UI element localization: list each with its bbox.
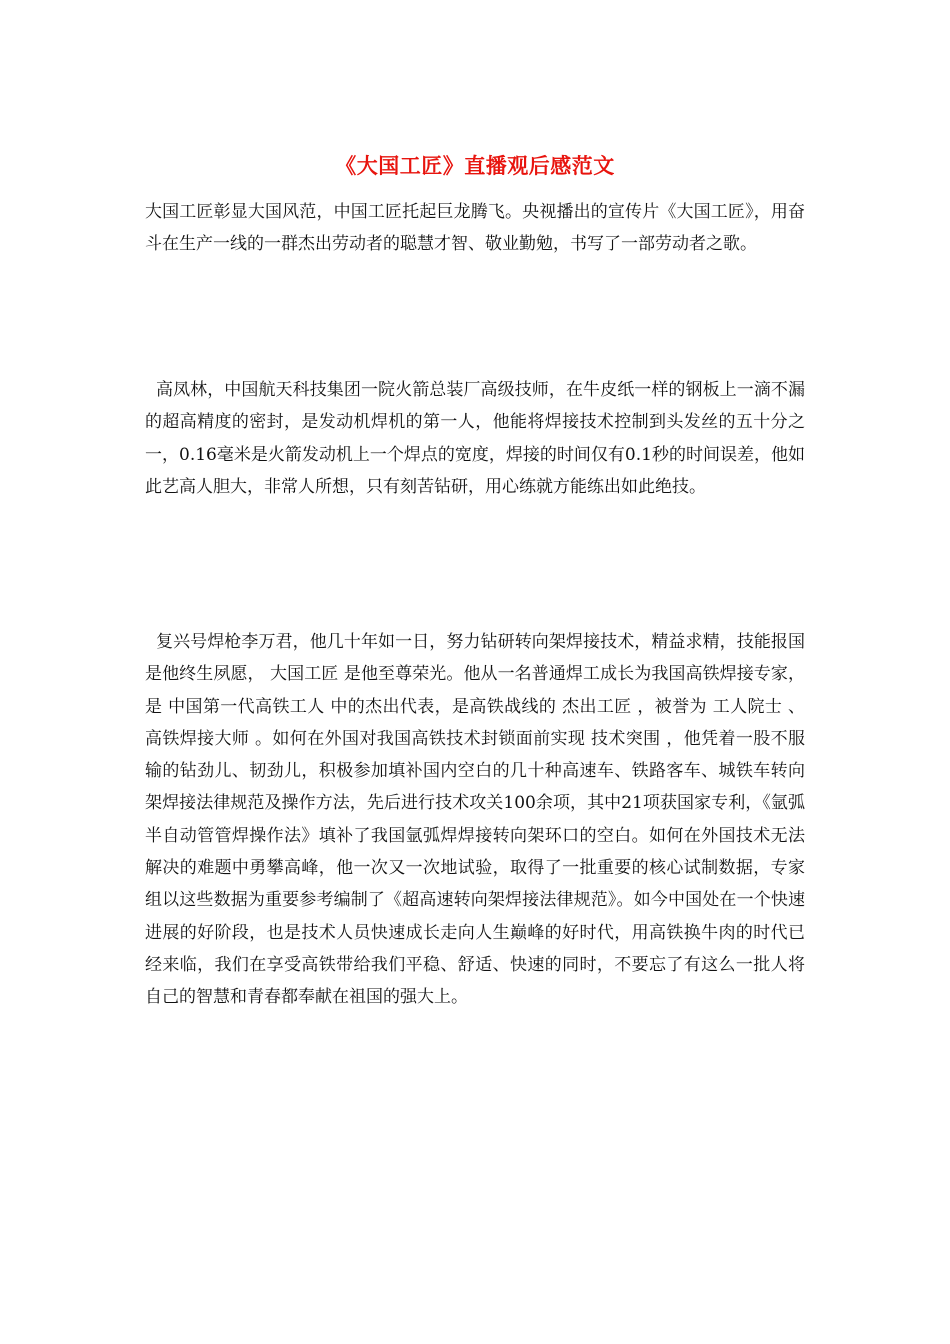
page-title: 《大国工匠》直播观后感范文 xyxy=(335,153,615,178)
paragraph-gao-fenglin: 高凤林，中国航天科技集团一院火箭总装厂高级技师，在牛皮纸一样的钢板上一滴不漏的超高精度的密封，是发动机焊机的第一人，他能将焊接技术控制到头发丝的五十分之一，0.16毫米是火箭发动机上一个焊点的宽度，焊接的时间仅有0.1秒的时间误差，他如此艺高人胆大，非常人所想，只有刻苦钻研，用心练就方能练出如此绝技。 xyxy=(145,380,806,497)
paragraph-intro: 大国工匠彰显大国风范，中国工匠托起巨龙腾飞。央视播出的宣传片《大国工匠》，用奋斗在生产一线的一群杰出劳动者的聪慧才智、敬业勤勉，书写了一部劳动者之歌。 xyxy=(145,202,805,255)
paragraph-li-wanjun: 复兴号焊枪李万君，他几十年如一日，努力钻研转向架焊接技术，精益求精，技能报国 是他终生夙愿， 大国工匠 是他至尊荣光。他从一名普通焊工成长为我国高铁焊接专家，是 中国第一代高铁工人 中的杰出代表，是高铁战线的 杰出工匠 ，被誉为 工人院士 、 高铁焊接大师 。如何在外国对我国高铁技术封锁面前实现 技术突围 ，他凭着一股不服输的钻劲儿、韧劲儿，积极参加填补国内空白的几十种高速车、铁路客车、城铁车转向架焊接法律规范及操作方法，先后进行技术攻关100余项，其中21项获国家专利，《氩弧半自动管管焊操作法》填补了我国氩弧焊焊接转向架环口的空白。如何在外国技术无法解决的难题中勇攀高峰，他一次又一次地试验，取得了一批重要的核心试制数据，专家组以这些数据为重要参考编制了《超高速转向架焊接法律规范》。如今中国处在一个快速进展的好阶段，也是技术人员快速成长走向人生巅峰的好时代，用高铁换牛肉的时代已经来临，我们在享受高铁带给我们平稳、舒适、快速的同时，不要忘了有这么一批人将自己的智慧和青春都奉献在祖国的强大上。 xyxy=(145,632,811,1008)
